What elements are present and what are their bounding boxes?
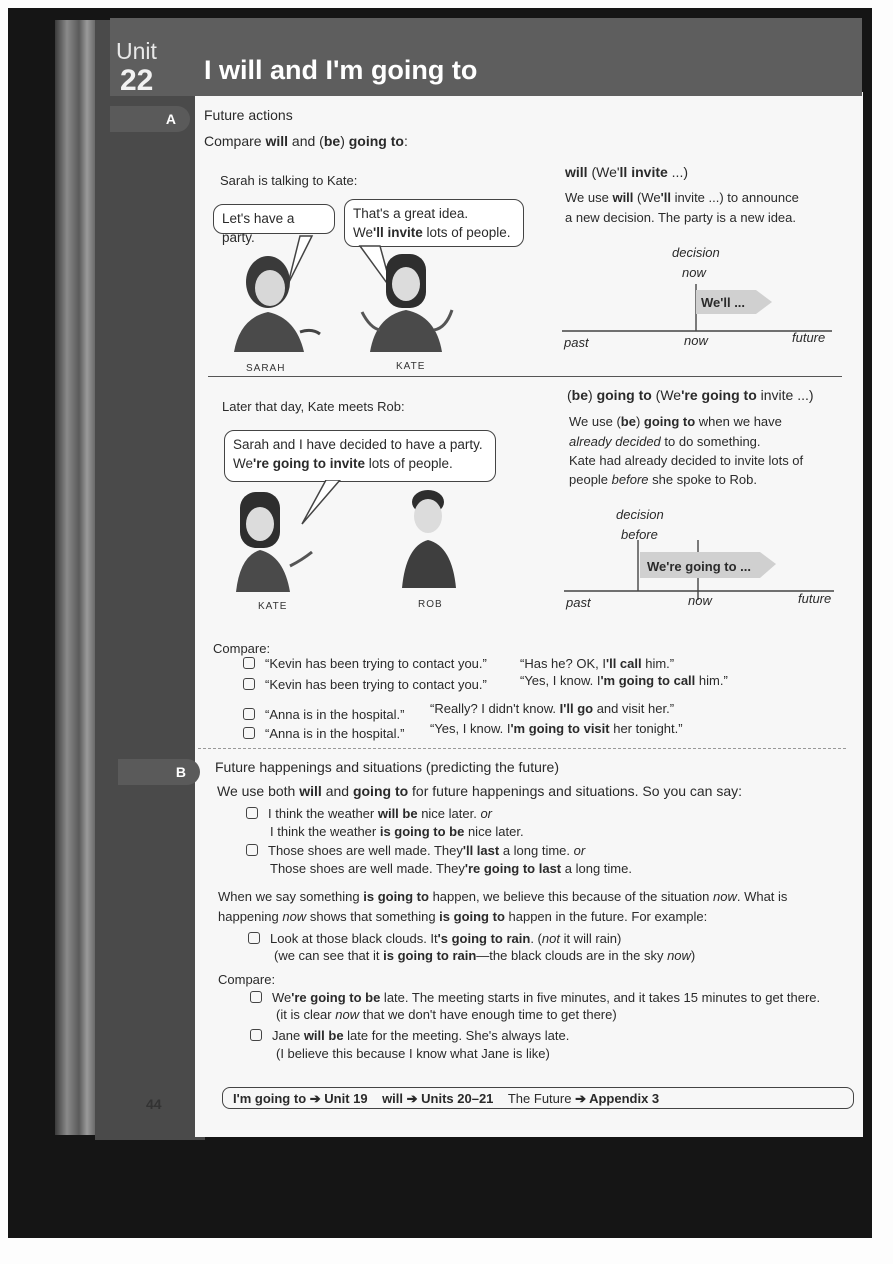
caption-rob: ROB [418, 599, 443, 610]
will-text-1: We use will (We'll invite ...) to announce [565, 190, 799, 205]
xref-units-20-21: Units 20–21 [421, 1091, 494, 1106]
compare-row-4-question: “Anna is in the hospital.” [243, 726, 404, 741]
compare-row-3-question: “Anna is in the hospital.” [243, 707, 404, 722]
compare-line: Compare will and (be) going to: [204, 133, 408, 149]
example-1a: I think the weather will be nice later. or [246, 806, 492, 821]
section-b-tab [118, 759, 200, 785]
section-b-compare-label: Compare: [218, 972, 276, 987]
compare-row-4-answer: “Yes, I know. I'm going to visit her tonight.” [430, 721, 683, 736]
book-page-edges [55, 20, 95, 1135]
unit-number: 22 [120, 64, 154, 97]
section-b-para-2a: When we say something is going to happen, we believe this because of the situation now. What is [218, 889, 788, 904]
scene2-intro: Later that day, Kate meets Rob: [222, 399, 405, 414]
rob-figure [402, 490, 456, 588]
timeline-going-to: decision before We're going to ... past now future [566, 507, 832, 610]
xref-going-to: I'm going to [233, 1091, 307, 1106]
margin-strip [95, 20, 205, 1140]
compare-row-1-answer: “Has he? OK, I'll call him.” [520, 656, 675, 671]
example-3a: Look at those black clouds. It's going to rain. (not it will rain) [248, 931, 621, 946]
xref-unit-19: Unit 19 [324, 1091, 368, 1106]
compare-row-2-answer: “Yes, I know. I'm going to call him.” [520, 673, 728, 688]
section-a-letter: A [165, 111, 176, 127]
scene1-intro: Sarah is talking to Kate: [220, 173, 358, 188]
xref-appendix-3: Appendix 3 [589, 1091, 660, 1106]
section-a-heading: Future actions [204, 107, 293, 123]
kate-figure-2 [236, 492, 312, 592]
example-3b: (we can see that it is going to rain—the black clouds are in the sky now) [274, 948, 696, 963]
xref-will: will [382, 1091, 404, 1106]
example-5b: (I believe this because I know what Jane is like) [276, 1046, 550, 1061]
illustration-kate-rob [230, 480, 490, 595]
going-to-text-2: already decided to do something. [569, 434, 761, 449]
divider-a1 [208, 376, 842, 377]
section-b-heading: Future happenings and situations (predicting the future) [215, 759, 559, 775]
compare-label: Compare: [213, 641, 271, 656]
kate-figure [362, 254, 452, 352]
going-to-text-1: We use (be) going to when we have [569, 414, 782, 429]
example-1b: I think the weather is going to be nice later. [270, 824, 524, 839]
xref-future: The Future [507, 1091, 572, 1106]
caption-kate-1: KATE [396, 361, 426, 372]
sarah-figure [234, 256, 320, 352]
will-heading: will (We'll invite ...) [565, 164, 689, 180]
speech-bubble-kate-2: Sarah and I have decided to have a party. We're going to invite lots of people. [224, 430, 496, 482]
divider-ab [198, 748, 846, 749]
example-4b: (it is clear now that we don't have enough time to get there) [276, 1007, 617, 1022]
going-to-text-3: Kate had already decided to invite lots of [569, 453, 804, 468]
timeline-will: decision now We'll ... past now future [564, 245, 826, 350]
compare-row-2-question: “Kevin has been trying to contact you.” [243, 677, 487, 692]
compare-row-1-question: “Kevin has been trying to contact you.” [243, 656, 487, 671]
unit-label: Unit [116, 38, 157, 64]
going-to-heading: (be) going to (We're going to invite ...) [567, 387, 814, 403]
example-5a: Jane will be late for the meeting. She's always late. [250, 1028, 569, 1043]
cross-reference-box: I'm going to ➔ Unit 19 will ➔ Units 20–21 The Future ➔ Appendix 3 [222, 1087, 854, 1109]
arrow-label-going-to: We're going to ... [647, 559, 751, 574]
example-2b: Those shoes are well made. They're going to last a long time. [270, 861, 632, 876]
example-2a: Those shoes are well made. They'll last a long time. or [246, 843, 585, 858]
speech-bubble-sarah: Let's have a party. [213, 204, 335, 234]
going-to-text-4: people before she spoke to Rob. [569, 472, 757, 487]
page-number: 44 [146, 1096, 162, 1112]
section-a-tab [110, 106, 190, 132]
will-text-2: a new decision. The party is a new idea. [565, 210, 797, 225]
compare-row-3-answer: “Really? I didn't know. I'll go and visit her.” [430, 701, 675, 716]
caption-sarah: SARAH [246, 363, 286, 374]
bubble-tail-sarah [288, 236, 312, 284]
page-title: I will and I'm going to [204, 55, 478, 85]
speech-bubble-kate: That's a great idea. We'll invite lots of people. [344, 199, 524, 247]
section-b-letter: B [175, 764, 186, 780]
section-b-para-2b: happening now shows that something is going to happen in the future. For example: [218, 909, 708, 924]
caption-kate-2: KATE [258, 601, 288, 612]
example-4a: We're going to be late. The meeting starts in five minutes, and it takes 15 minutes to get there. [250, 990, 820, 1005]
illustration-sarah-kate [220, 232, 540, 356]
arrow-label-will: We'll ... [701, 295, 746, 310]
section-b-para-1: We use both will and going to for future happenings and situations. So you can say: [217, 783, 743, 799]
